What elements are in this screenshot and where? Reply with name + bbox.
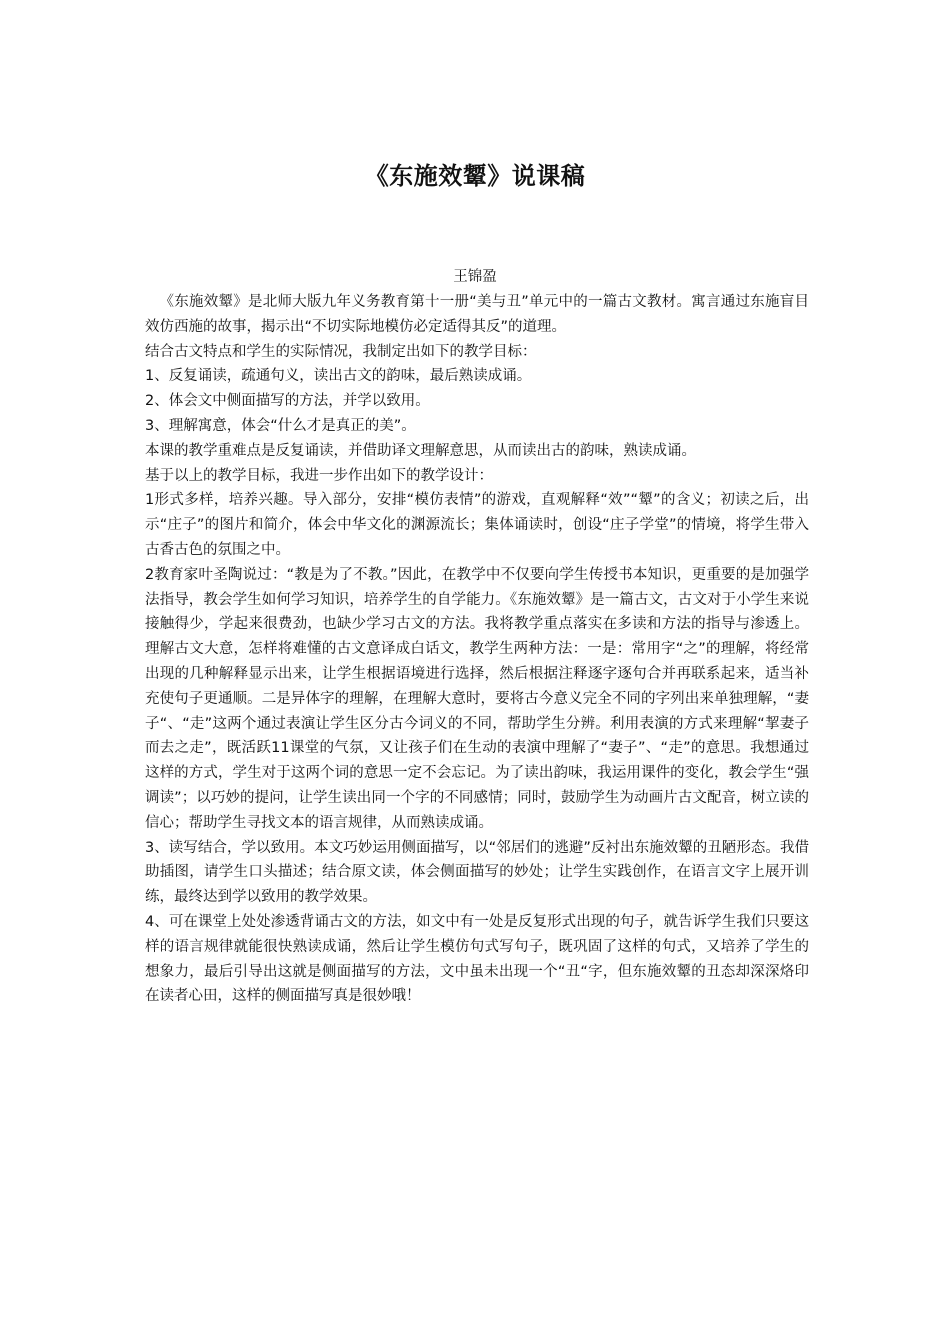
paragraph-design-2: 2教育家叶圣陶说过：“教是为了不教。”因此，在教学中不仅要向学生传授书本知识，更重要的是加强学法指导，教会学生如何学习知识，培养学生的自学能力。《东施效颦》是一篇古文，古文对于小学生来说接触得少，学起来很费劲，也缺少学习古文的方法。我将教学重点落实在多读和方法的指导与渗透上。理解古文大意，怎样将难懂的古文意译成白话文，教学生两种方法：一是：常用字“之”的理解，将经常出现的几种解释显示出来，让学生根据语境进行选择，然后根据注释逐字逐句合并再联系起来，适当补充使句子更通顺。二是异体字的理解，在理解大意时，要将古今意义完全不同的字列出来单独理解，“妻子“、“走”这两个通过表演让学生区分古今词义的不同，帮助学生分辨。利用表演的方式来理解“挈妻子而去之走”，既活跃11课堂的气氛，又让孩子们在生动的表演中理解了“妻子”、“走”的意思。我想通过这样的方式，学生对于这两个词的意思一定不会忘记。为了读出韵味，我运用课件的变化，教会学生“强调读”；以巧妙的提问，让学生读出同一个字的不同感情；同时，鼓励学生为动画片古文配音，树立读的信心；帮助学生寻找文本的语言规律，从而熟读成诵。 [145, 566, 809, 831]
paragraph-objective-1: 1、反复诵读，疏通句义，读出古文的韵味，最后熟读成诵。 [145, 368, 532, 385]
document-title: 《东施效颦》说课稿 [364, 162, 586, 190]
paragraph-objectives-intro: 结合古文特点和学生的实际情况，我制定出如下的教学目标： [145, 343, 537, 360]
author-name: 王锦盈 [453, 269, 497, 285]
paragraph-design-4: 4、可在课堂上处处渗透背诵古文的方法，如文中有一处是反复形式出现的句子，就告诉学生我们只要这样的语言规律就能很快熟读成诵，然后让学生模仿句式写句子，既巩固了这样的句式，又培养了学生的想象力，最后引导出这就是侧面描写的方法，文中虽未出现一个“丑“字，但东施效颦的丑态却深深烙印在读者心田，这样的侧面描写真是很妙哦！ [145, 913, 809, 1005]
paragraph-design-intro: 基于以上的教学目标，我进一步作出如下的教学设计： [145, 467, 493, 484]
paragraph-objective-2: 2、体会文中侧面描写的方法，并学以致用。 [145, 393, 430, 410]
paragraph-key-points: 本课的教学重难点是反复诵读，并借助译文理解意思，从而读出古的韵味，熟读成诵。 [145, 442, 696, 459]
paragraph-intro: 《东施效颦》是北师大版九年义务教育第十一册“美与丑”单元中的一篇古文教材。寓言通过东施盲目效仿西施的故事，揭示出“不切实际地模仿必定适得其反”的道理。 [145, 294, 809, 335]
paragraph-design-3: 3、读写结合，学以致用。本文巧妙运用侧面描写，以“邻居们的逃避”反衬出东施效颦的丑陋形态。我借助插图，请学生口头描述；结合原文读，体会侧面描写的妙处；让学生实践创作，在语言文字上展开训练，最终达到学以致用的教学效果。 [145, 839, 809, 906]
paragraph-objective-3: 3、理解寓意，体会“什么才是真正的美”。 [145, 417, 416, 434]
document-body [145, 290, 809, 1009]
paragraph-design-1: 1形式多样，培养兴趣。导入部分，安排“模仿表情”的游戏，直观解释“效”“颦”的含义；初读之后，出示“庄子”的图片和简介，体会中华文化的渊源流长；集体诵读时，创设“庄子学堂”的情境，将学生带入古香古色的氛围之中。 [145, 492, 809, 558]
